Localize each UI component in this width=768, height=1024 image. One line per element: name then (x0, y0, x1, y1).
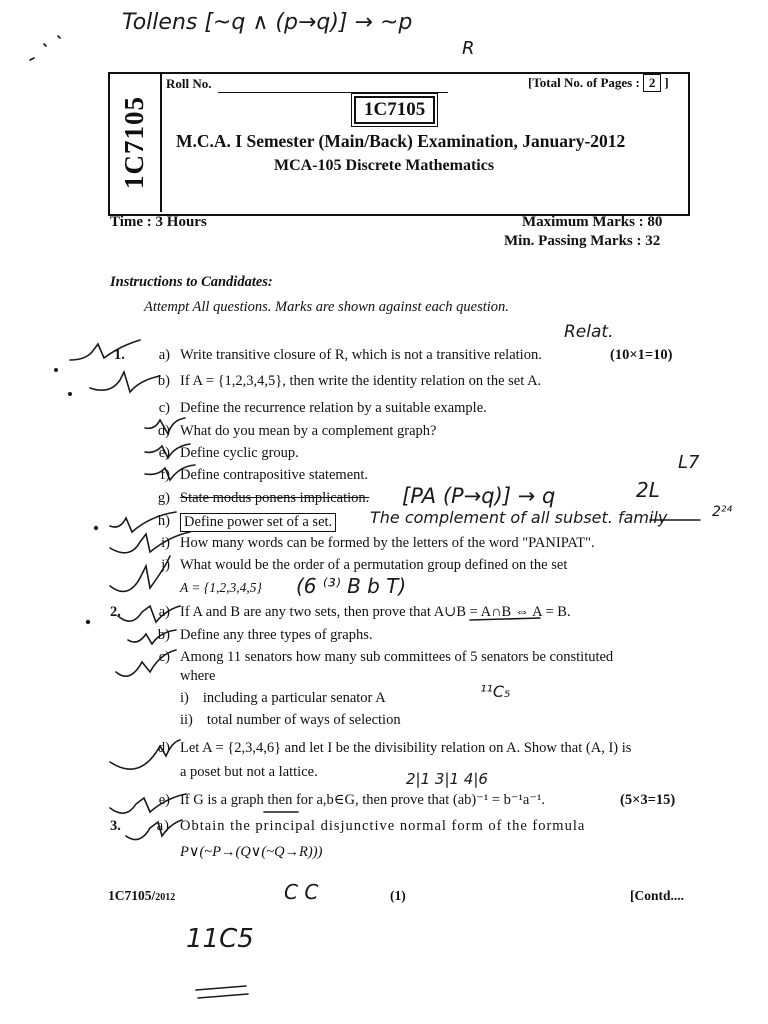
footer-double-underline-2 (198, 994, 248, 998)
q1-marks: (10×1=10) (610, 347, 673, 363)
handwritten-side-note-2: 2L (636, 478, 660, 502)
q2-sub-c-i (180, 690, 386, 707)
q2-item-c (148, 649, 613, 666)
q2-item-e (148, 792, 545, 809)
total-pages (528, 74, 669, 92)
margin-dot-4 (86, 620, 90, 624)
q1-item-a-label: a) (158, 347, 170, 363)
footer-code (108, 888, 175, 904)
handwritten-top-note: Tollens [~q ∧ (p→q)] → ~p (122, 10, 413, 35)
q1-item-j-label: j) (161, 557, 170, 573)
q1-item-c-text: Define the recurrence relation by a suitable example. (180, 400, 487, 416)
q1-item-j-set: A = {1,2,3,4,5} (180, 580, 262, 595)
q2-item-a-label: a) (158, 604, 170, 620)
q1-item-b (148, 373, 541, 390)
q1-item-f-text: Define contrapositive statement. (180, 467, 369, 483)
maximum-marks: Maximum Marks : 80 (522, 214, 663, 230)
q1-item-a-text: Write transitive closure of R, which is not a transitive relation. (180, 347, 542, 363)
q1-item-e-label: e) (158, 445, 170, 461)
time-allowed: Time : 3 Hours (110, 214, 207, 230)
handwritten-footer-note-2: 11C5 (186, 924, 254, 954)
q2-item-b-label: b) (157, 627, 170, 643)
instructions-text: Attempt All questions. Marks are shown against each question. (144, 299, 509, 315)
q1-item-a (148, 347, 542, 364)
q1-item-g-label: g) (157, 490, 170, 506)
q2-sub-c-i-label: i) (180, 690, 189, 706)
q1-item-i-text: How many words can be formed by the letters of the word "PANIPAT". (180, 535, 595, 551)
q1-item-e (148, 445, 299, 462)
roll-no-label: Roll No. (166, 76, 212, 91)
q1-item-f (148, 467, 368, 484)
handwritten-relation-note: Relat. (564, 322, 614, 342)
q1-item-j (148, 557, 567, 574)
footer-double-underline-1 (196, 986, 246, 990)
q2-item-a-text: If A and B are any two sets, then prove that A∪B = A∩B ⇔ A = B. (180, 604, 571, 620)
q2-item-a (148, 604, 571, 621)
footer-contd: [Contd.... (630, 888, 685, 903)
q1-item-j-text: What would be the order of a permutation group defined on the set (180, 557, 568, 573)
q1-item-e-text: Define cyclic group. (180, 445, 299, 461)
q2-item-b (148, 627, 372, 644)
q3-number: 3. (110, 818, 121, 834)
q2-item-d (148, 740, 631, 757)
q1-number: 1. (114, 347, 125, 363)
total-pages-close: ] (664, 75, 669, 90)
q2-item-c-text: Among 11 senators how many sub committees of 5 senators be constituted (180, 649, 614, 665)
footer-page-number: (1) (390, 888, 406, 903)
handwritten-permutation-note: (6 ⁽³⁾ B b T) (296, 574, 407, 598)
total-pages-label: [Total No. of Pages : (528, 75, 640, 90)
q1-item-h (148, 513, 336, 532)
side-code: 1C7105 (118, 95, 149, 189)
handwritten-modus-ponens-note: [PA (P→q)] → q (402, 484, 556, 508)
total-pages-value: 2 (643, 74, 662, 92)
q1-item-h-label: h) (157, 513, 170, 529)
q2-item-d-label: d) (157, 740, 170, 756)
q2-item-b-text: Define any three types of graphs. (180, 627, 373, 643)
q1-item-i (148, 535, 595, 552)
margin-dot-1 (54, 368, 58, 372)
q3-item-a-label: a) (156, 818, 170, 834)
instructions-heading: Instructions to Candidates: (110, 274, 273, 290)
min-passing-marks: Min. Passing Marks : 32 (504, 233, 661, 249)
check-mark-q1a (70, 340, 140, 360)
q1-item-d-label: d) (157, 423, 170, 439)
scribble-left-top (30, 36, 60, 60)
roll-no-line (218, 92, 448, 93)
q2-item-d-cont: a poset but not a lattice. (180, 764, 318, 780)
handwritten-power-set-note: The complement of all subset. family (370, 508, 668, 527)
margin-dot-2 (68, 392, 72, 396)
q2-sub-c-ii-text: total number of ways of selection (206, 712, 401, 728)
q1-item-i-label: i) (161, 535, 170, 551)
q2-sub-c-i-text: including a particular senator A (202, 690, 386, 706)
q2-sub-c-ii (180, 712, 401, 729)
q2-item-c-label: c) (158, 649, 170, 665)
q3-item-a-formula: P∨(~P→(Q∨(~Q→R))) (180, 844, 323, 860)
handwritten-footer-note-1: C C (284, 880, 319, 904)
subject-title: MCA-105 Discrete Mathematics (274, 157, 495, 174)
q2-marks: (5×3=15) (620, 792, 676, 808)
handwritten-side-note-3: 2²⁴ (712, 504, 733, 520)
exam-title: M.C.A. I Semester (Main/Back) Examination, January-2012 (176, 131, 626, 151)
q3-item-a (148, 818, 585, 835)
q1-item-h-text: Define power set of a set. (180, 513, 336, 532)
q1-item-g-text: State modus ponens implication. (180, 490, 370, 506)
q2-item-c-cont: where (180, 668, 216, 684)
footer-code-text: 1C7105/ (108, 888, 156, 903)
q2-sub-c-ii-label: ii) (180, 712, 193, 728)
paper-code: 1C7105 (354, 96, 435, 124)
handwritten-lattice-note: 2|1 3|1 4|6 (406, 770, 488, 788)
q2-number: 2. (110, 604, 121, 620)
q1-item-f-label: f) (160, 467, 170, 483)
q1-item-d (148, 423, 436, 440)
q1-item-b-label: b) (157, 373, 170, 389)
handwritten-side-note-1: L7 (678, 452, 700, 473)
q1-item-c-label: c) (158, 400, 170, 416)
q1-item-b-text: If A = {1,2,3,4,5}, then write the identity relation on the set A. (180, 373, 542, 389)
q2-item-d-text: Let A = {2,3,4,6} and let I be the divisibility relation on A. Show that (A, I) is (180, 740, 632, 756)
q2-item-e-text: If G is a graph then for a,b∈G, then prove that (ab)⁻¹ = b⁻¹a⁻¹. (180, 792, 545, 808)
q2-item-e-label: e) (158, 792, 170, 808)
footer-year: 2012 (155, 892, 176, 903)
q1-item-g (148, 490, 369, 507)
q3-item-a-text: Obtain the principal disjunctive normal form of the formula (180, 818, 586, 834)
q1-item-c (148, 400, 487, 417)
handwritten-top-right-mark: R (462, 38, 475, 59)
handwritten-senate-note: ¹¹C₅ (480, 682, 511, 701)
q1-item-d-text: What do you mean by a complement graph? (180, 423, 437, 439)
side-code-panel (108, 72, 162, 212)
margin-dot-3 (94, 526, 98, 530)
